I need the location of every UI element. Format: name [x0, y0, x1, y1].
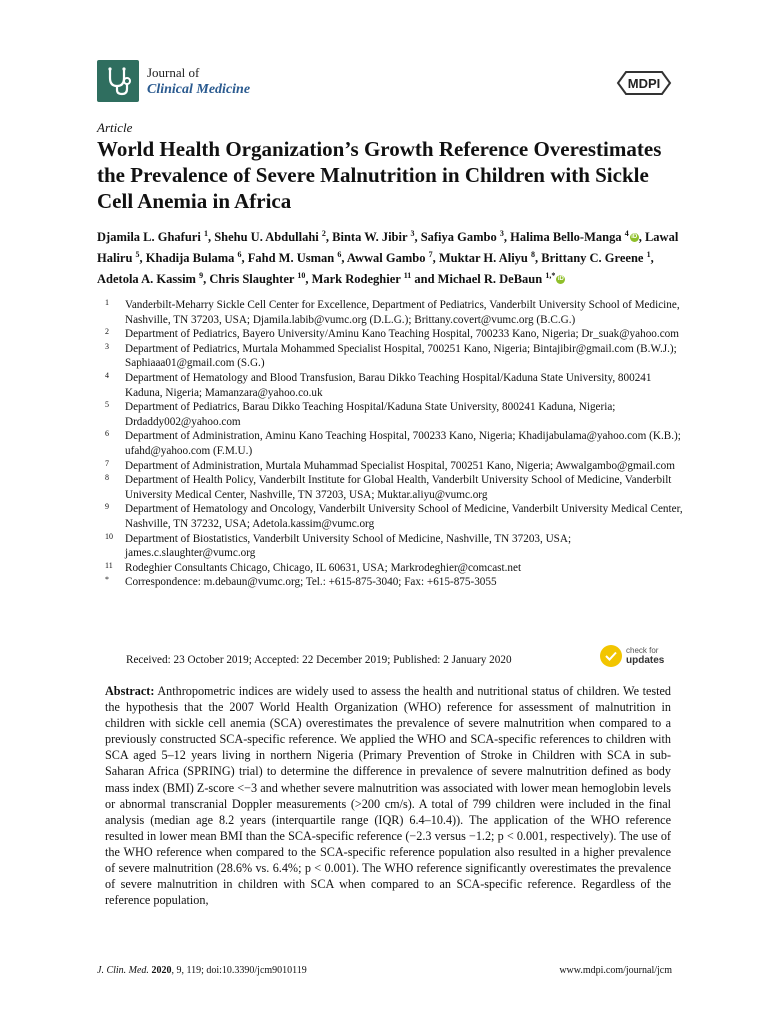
author-name: Chris Slaughter — [209, 272, 295, 287]
check-updates-line2: updates — [626, 655, 665, 666]
affiliation-number: 2 — [105, 327, 109, 337]
author-name: Adetola A. Kassim — [97, 272, 196, 287]
affiliation-item — [97, 473, 687, 502]
affiliation-item — [97, 429, 687, 458]
author-separator: , — [414, 230, 421, 245]
affiliation-number: 10 — [105, 531, 113, 541]
affiliation-text: Department of Health Policy, Vanderbilt Institute for Global Health, Vanderbilt University School of Medicine, Vanderbilt University Medical Center, Nashville, TN 37203, USA; Muktar.aliyu@vumc.org — [125, 474, 672, 501]
author-name: Safiya Gambo — [420, 230, 497, 245]
affiliation-text: Department of Pediatrics, Murtala Mohammed Specialist Hospital, 700251 Kano, Nigeria; Bintajibir@gmail.com (B.W.J.); Saphiaaa01@gmail.com (S.G.) — [125, 342, 677, 370]
journal-prefix: Journal of — [147, 65, 200, 80]
affiliation-item — [97, 298, 687, 327]
affiliation-text: Department of Pediatrics, Barau Dikko Teaching Hospital/Kaduna State University, 800241 Kaduna, Nigeria; Drdaddy002@yahoo.com — [125, 401, 616, 428]
affiliation-text: Correspondence: m.debaun@vumc.org; Tel.: +615-875-3040; Fax: +615-875-3055 — [125, 576, 497, 589]
affiliation-item — [97, 459, 687, 474]
check-for-updates-button[interactable] — [600, 645, 664, 667]
author-separator: , — [638, 230, 645, 245]
affiliation-item — [97, 400, 687, 429]
author-separator: , — [305, 272, 312, 287]
check-updates-icon — [600, 645, 622, 667]
article-title: World Health Organization’s Growth Reference Overestimates the Prevalence of Severe Malnutrition in Children with Sickle Cell Anemia in Africa — [97, 137, 662, 213]
author-affiliation-marker: 5 — [135, 250, 140, 260]
footer-citation — [97, 965, 307, 976]
affiliation-text: Department of Biostatistics, Vanderbilt University School of Medicine, Nashville, TN 37203, USA; james.c.slaughter@vumc.org — [125, 532, 572, 560]
affiliation-item — [97, 342, 687, 371]
author-affiliation-marker: 2 — [321, 229, 326, 238]
affiliation-number: 3 — [105, 341, 109, 351]
journal-logo[interactable] — [97, 60, 250, 102]
author-separator: , — [139, 251, 146, 266]
affiliation-number: 7 — [105, 458, 109, 468]
author-affiliation-marker: 1 — [203, 229, 208, 238]
mdpi-logo[interactable] — [616, 70, 672, 101]
author-list — [97, 225, 687, 288]
author-name: Fahd M. Usman — [247, 251, 335, 266]
author-affiliation-marker: 6 — [237, 250, 242, 260]
author-separator: , — [241, 251, 248, 266]
author-affiliation-marker: 1 — [646, 250, 651, 260]
affiliation-list — [97, 298, 687, 590]
affiliation-number: 8 — [105, 473, 109, 483]
affiliation-text: Department of Hematology and Oncology, Vanderbilt University School of Medicine, Vanderbilt University Medical Center, Nashville, TN 37232, USA; Adetola.kassim@vumc.org — [125, 503, 683, 530]
author-affiliation-marker: 4 — [624, 229, 629, 238]
affiliation-item — [97, 561, 687, 576]
affiliation-text: Department of Pediatrics, Bayero University/Aminu Kano Teaching Hospital, 700233 Kano, Nigeria; Dr_suak@yahoo.com — [125, 328, 679, 341]
affiliation-number: 5 — [105, 400, 109, 410]
author-separator: , — [203, 272, 210, 287]
footer-year: 2020 — [151, 965, 172, 976]
affiliation-number: 6 — [105, 429, 109, 439]
journal-name: Clinical Medicine — [147, 82, 251, 97]
affiliation-number: * — [105, 575, 109, 585]
abstract — [105, 683, 671, 908]
abstract-label: Abstract: — [105, 684, 155, 698]
publisher-name: MDPI — [627, 76, 661, 91]
affiliation-item — [97, 575, 687, 590]
publication-dates: Received: 23 October 2019; Accepted: 22 December 2019; Published: 2 January 2020 — [126, 654, 512, 666]
orcid-icon[interactable]: iD — [631, 234, 638, 241]
author-affiliation-marker: 7 — [428, 250, 433, 260]
affiliation-item — [97, 371, 687, 400]
author-separator: , — [535, 251, 542, 266]
stethoscope-icon — [97, 60, 139, 102]
footer-journal-abbr: J. Clin. Med. — [97, 965, 149, 976]
author-affiliation-marker: 3 — [410, 229, 415, 238]
author-separator: and — [411, 272, 438, 287]
author-name: Shehu U. Abdullahi — [214, 230, 319, 245]
affiliation-text: Department of Administration, Murtala Muhammad Specialist Hospital, 700251 Kano, Nigeria; Awwalgambo@gmail.com — [125, 459, 675, 472]
author-affiliation-marker: 3 — [499, 229, 504, 238]
affiliation-number: 1 — [105, 298, 109, 307]
author-name: Khadija Bulama — [145, 251, 235, 266]
author-affiliation-marker: 8 — [531, 250, 536, 260]
abstract-text: Anthropometric indices are widely used to assess the health and nutritional status of children. We tested the hypothesis that the 2007 World Health Organization (WHO) reference for assessment of malnutrition in children with sickle cell anemia (SCA) overestimates the prevalence of severe malnutrition when compared to a previously constructed SCA-specific reference. We applied the WHO and SCA-specific references to children with SCA aged 5–12 years living in northern Nigeria (Primary Prevention of Stroke in Children with SCA in sub-Saharan Africa (SPRING) trial) to determine the difference in prevalence of severe malnutrition defined as body mass index (BMI) Z-score <−3 and whether severe malnutrition was associated with lower mean hemoglobin levels or abnormal transcranial Doppler measurements (>200 cm/s). A total of 799 children were included in the final analysis (median age 8.2 years (interquartile range (IQR) 6.4–10.4)). The application of the WHO reference resulted in lower mean BMI than the SCA-specific reference (−2.3 versus −1.2; p < 0.001, respectively). The use of the WHO reference when compared to the SCA-specific reference population also resulted in a higher prevalence of severe malnutrition (28.6% vs. 6.4%; p < 0.001). The WHO reference significantly overestimates the prevalence of severe malnutrition in children with SCA when compared to an SCA-specific reference. Regardless of the reference population, — [105, 684, 671, 908]
author-separator: , — [341, 251, 347, 266]
author-affiliation-marker: 11 — [403, 271, 412, 281]
affiliation-number: 9 — [105, 502, 109, 512]
author-separator: , — [207, 230, 215, 245]
author-affiliation-marker: 9 — [199, 271, 204, 281]
footer-doi: , 9, 119; doi:10.3390/jcm9010119 — [171, 965, 307, 976]
affiliation-text: Vanderbilt-Meharry Sickle Cell Center for Excellence, Department of Pediatrics, Vanderbilt University School of Medicine, Nashville, TN 37203, USA; Djamila.labib@vumc.org (D.L.G.); Brittany.covert@vumc.org (B.C.G.) — [125, 299, 680, 326]
author-name: Mark Rodeghier — [311, 272, 401, 287]
orcid-icon[interactable]: iD — [557, 276, 564, 283]
affiliation-item — [97, 532, 687, 561]
affiliation-number: 4 — [105, 370, 109, 380]
author-name: Djamila L. Ghafuri — [97, 230, 201, 245]
author-name: Halima Bello-Manga — [510, 230, 622, 245]
author-affiliation-marker: 1,* — [545, 271, 556, 281]
author-name: Awwal Gambo — [346, 251, 426, 266]
author-affiliation-marker: 6 — [337, 250, 342, 260]
author-separator: , — [650, 251, 654, 266]
check-updates-line1: check for — [626, 646, 659, 655]
affiliation-item — [97, 327, 687, 342]
affiliation-number: 11 — [105, 560, 113, 570]
author-name: Lawal Haliru — [97, 230, 679, 266]
author-name: Muktar H. Aliyu — [438, 251, 528, 266]
author-name: Binta W. Jibir — [332, 230, 408, 245]
affiliation-text: Department of Administration, Aminu Kano Teaching Hospital, 700233 Kano, Nigeria; Khadijabulama@yahoo.com (K.B.); ufahd@yahoo.com (F.M.U.) — [125, 430, 681, 457]
author-name: Michael R. DeBaun — [437, 272, 543, 287]
author-separator: , — [325, 230, 333, 245]
footer-url[interactable]: www.mdpi.com/journal/jcm — [559, 965, 672, 976]
affiliation-text: Department of Hematology and Blood Transfusion, Barau Dikko Teaching Hospital/Kaduna State University, 800241 Kaduna, Nigeria; Mamanzara@yahoo.co.uk — [125, 371, 652, 399]
affiliation-item — [97, 502, 687, 531]
author-separator: , — [432, 251, 439, 266]
author-separator: , — [503, 230, 511, 245]
author-affiliation-marker: 10 — [297, 271, 306, 281]
author-name: Brittany C. Greene — [541, 251, 644, 266]
affiliation-text: Rodeghier Consultants Chicago, Chicago, IL 60631, USA; Markrodeghier@comcast.net — [125, 561, 522, 574]
article-type: Article — [97, 120, 133, 135]
